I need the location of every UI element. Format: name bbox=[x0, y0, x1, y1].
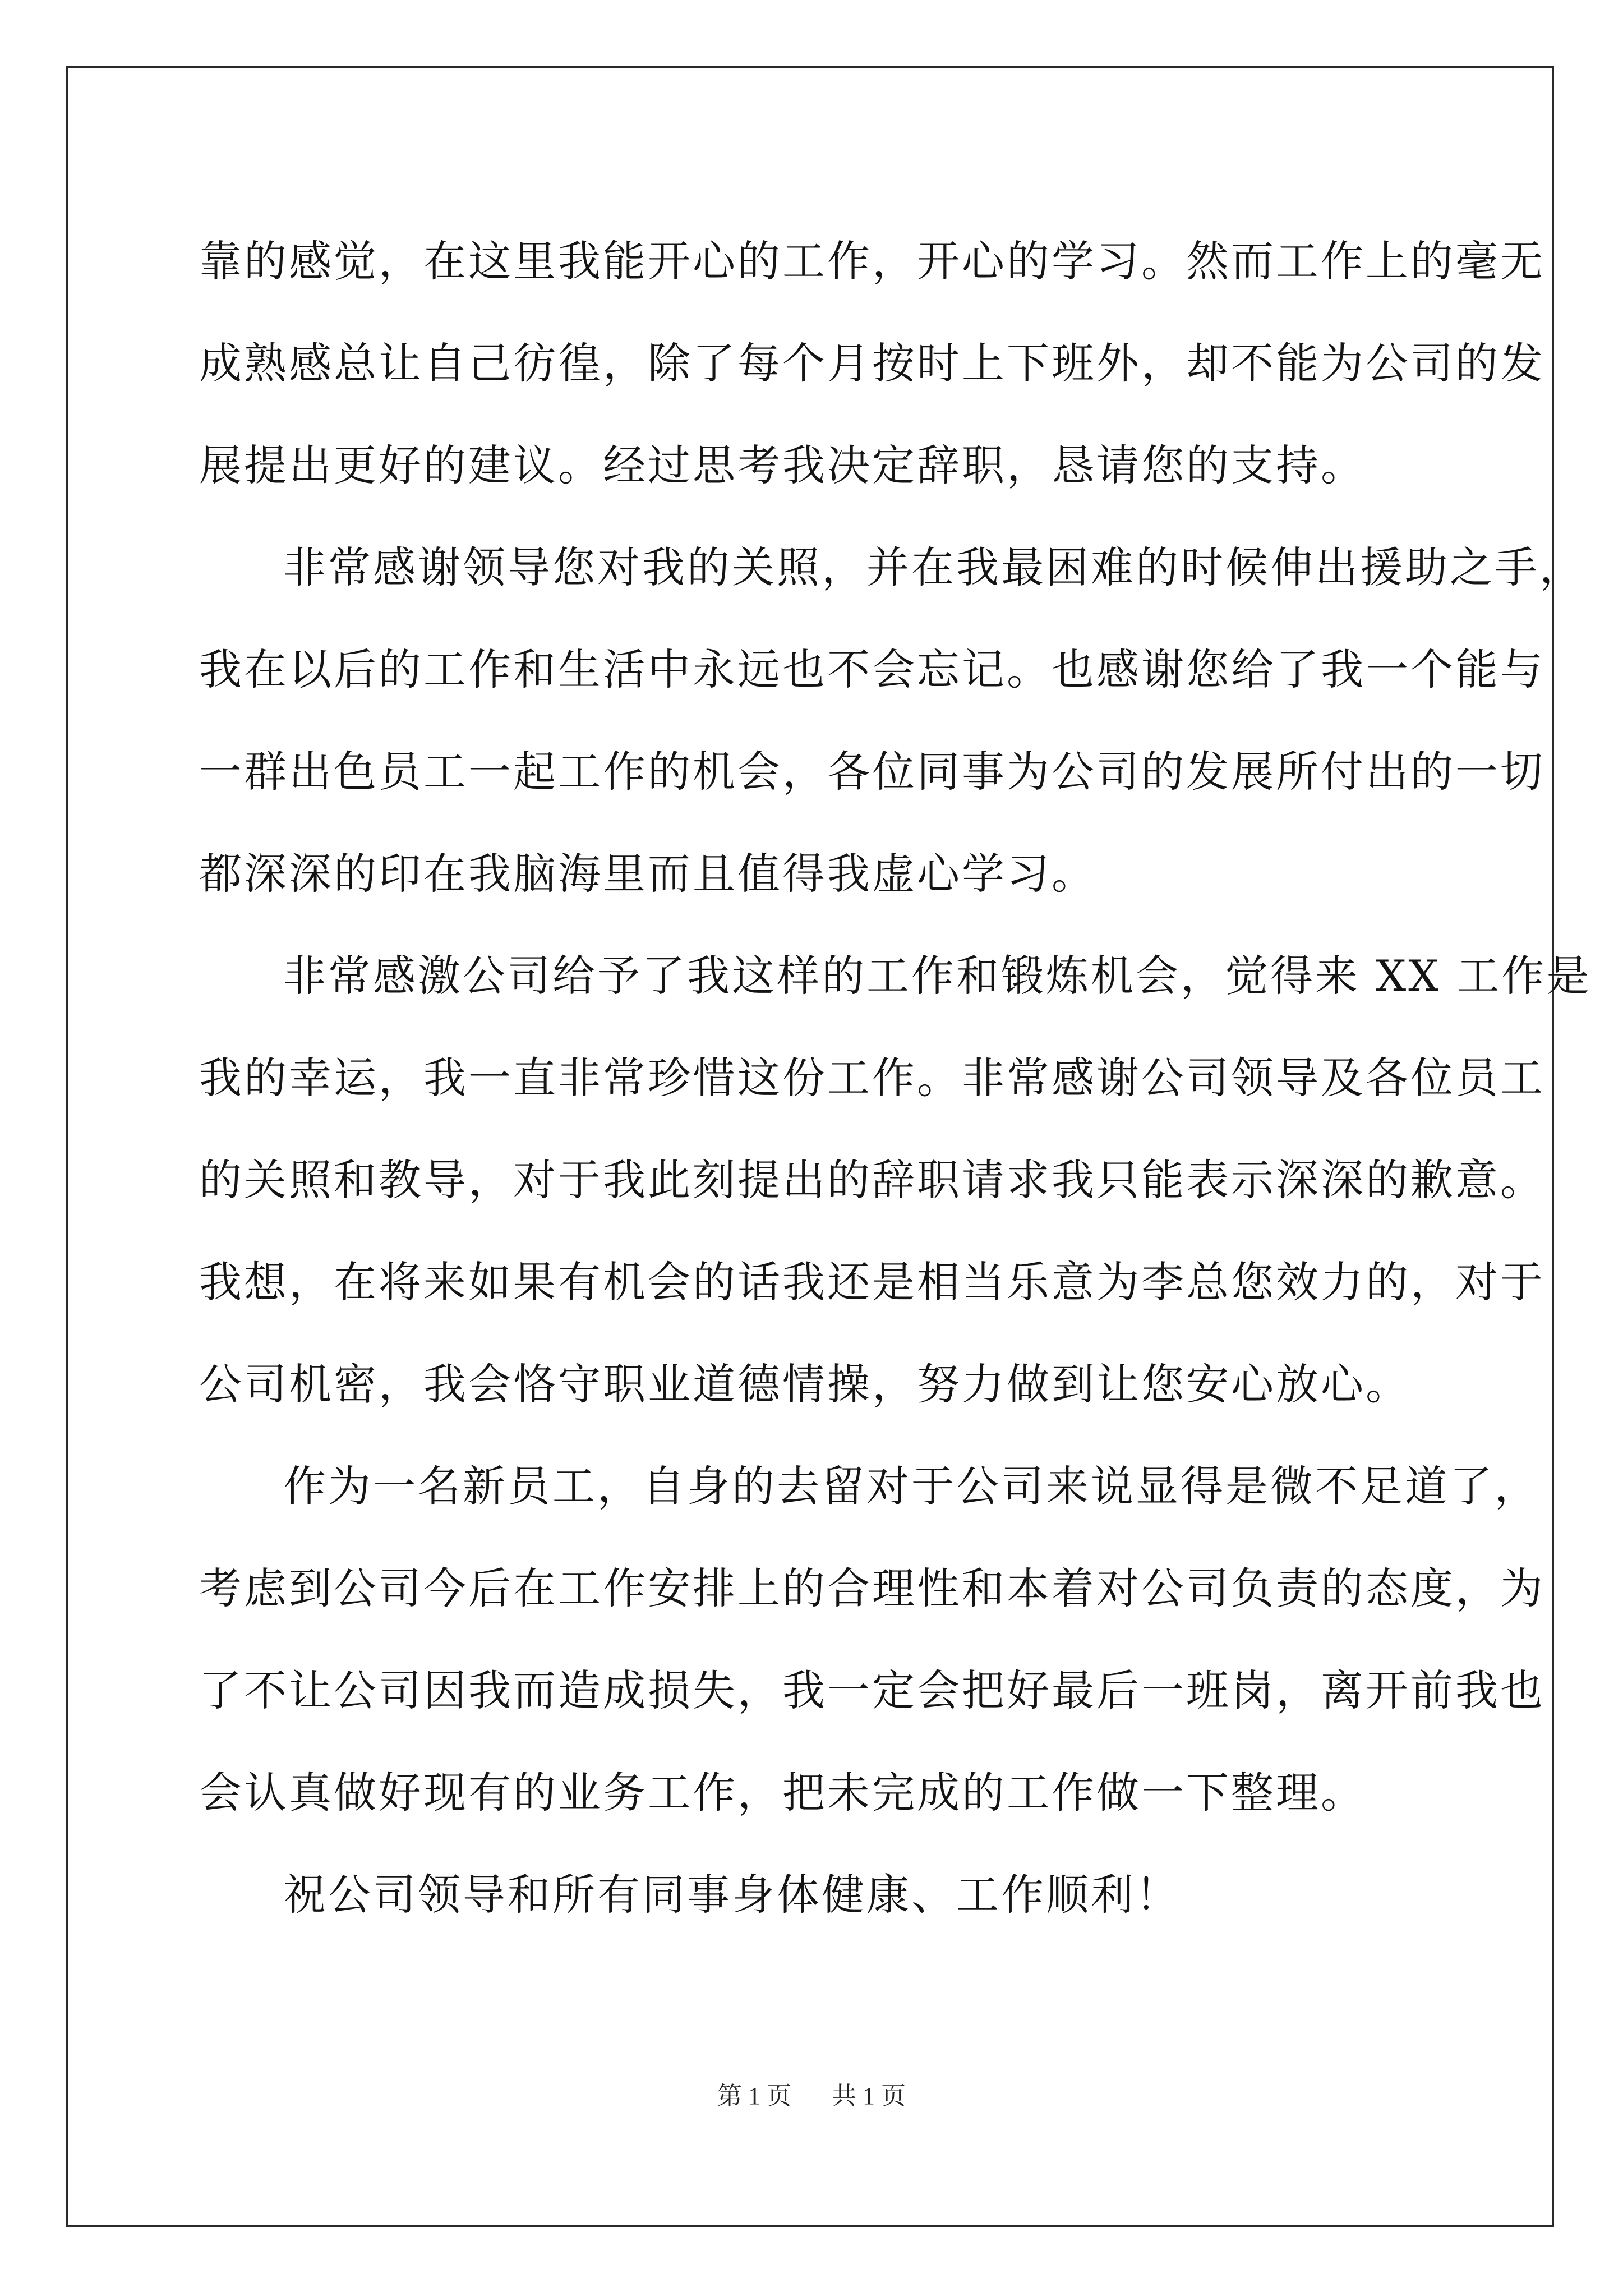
text-line: 靠的感觉，在这里我能开心的工作，开心的学习。然而工作上的毫无 bbox=[199, 236, 1545, 286]
closing-wish-line: 祝公司领导和所有同事身体健康、工作顺利！ bbox=[283, 1870, 1181, 1920]
text-line: 都深深的印在我脑海里而且值得我虚心学习。 bbox=[199, 849, 1096, 899]
paragraph-start-line: 非常感谢领导您对我的关照，并在我最困难的时候伸出援助之手， bbox=[283, 542, 1584, 592]
text-line: 会认真做好现有的业务工作，把未完成的工作做一下整理。 bbox=[199, 1768, 1366, 1818]
text-line: 展提出更好的建议。经过思考我决定辞职，恳请您的支持。 bbox=[199, 440, 1366, 490]
page-footer bbox=[0, 2076, 1623, 2111]
text-line: 我想，在将来如果有机会的话我还是相当乐意为李总您效力的，对于 bbox=[199, 1257, 1545, 1307]
text-line: 考虑到公司今后在工作安排上的合理性和本着对公司负责的态度，为 bbox=[199, 1563, 1545, 1613]
text-line: 一群出色员工一起工作的机会，各位同事为公司的发展所付出的一切 bbox=[199, 747, 1545, 797]
text-line: 成熟感总让自己彷徨，除了每个月按时上下班外，却不能为公司的发 bbox=[199, 338, 1545, 388]
page-total: 共 1 页 bbox=[832, 2082, 906, 2110]
text-line: 的关照和教导，对于我此刻提出的辞职请求我只能表示深深的歉意。 bbox=[199, 1155, 1545, 1205]
paragraph-start-line: 作为一名新员工，自身的去留对于公司来说显得是微不足道了， bbox=[283, 1461, 1539, 1511]
letter-body bbox=[199, 210, 1592, 1946]
paragraph-start-line: 非常感激公司给予了我这样的工作和锻炼机会，觉得来 XX 工作是 bbox=[283, 951, 1592, 1001]
text-line: 公司机密，我会恪守职业道德情操，努力做到让您安心放心。 bbox=[199, 1359, 1410, 1409]
text-line: 了不让公司因我而造成损失，我一定会把好最后一班岗，离开前我也 bbox=[199, 1665, 1545, 1715]
page-number: 第 1 页 bbox=[717, 2082, 791, 2110]
text-line: 我的幸运，我一直非常珍惜这份工作。非常感谢公司领导及各位员工 bbox=[199, 1053, 1545, 1103]
text-line: 我在以后的工作和生活中永远也不会忘记。也感谢您给了我一个能与 bbox=[199, 645, 1545, 694]
